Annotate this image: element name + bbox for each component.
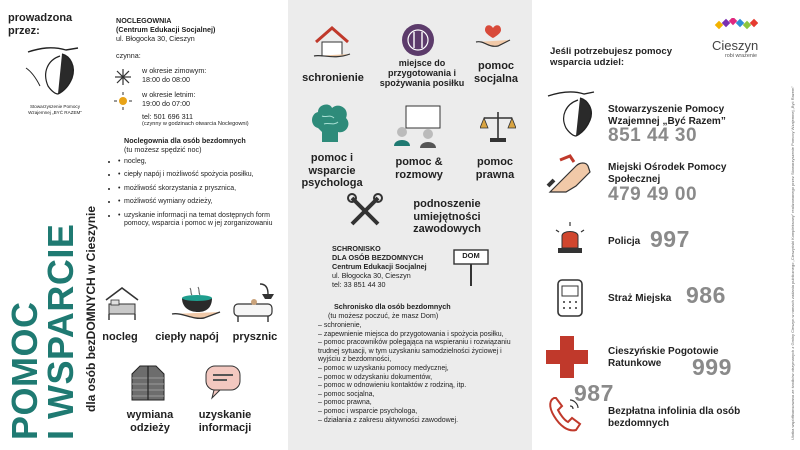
service-item: • • ciepły napój i możliwość spożycia posiłku, — [118, 171, 278, 179]
section-sub: (tu możesz spędzić noc) — [124, 145, 202, 154]
service2-item: – pomoc i wsparcie psychologa, — [318, 408, 524, 417]
city-tagline: robi wrażenie — [725, 53, 758, 59]
logo-square — [750, 19, 758, 27]
logo-square — [715, 21, 723, 29]
cutlery-plate-icon — [400, 22, 436, 58]
handshake-icon — [546, 152, 594, 196]
section2-sub: (tu możesz poczuć, że masz Dom) — [328, 311, 439, 320]
conversation-icon — [392, 104, 442, 148]
service2-item: – działania z zakresu aktywności zawodowej. — [318, 417, 524, 426]
winter-hours: 18:00 do 08:00 — [142, 75, 190, 84]
icon-label-clothes: wymiana odzieży — [126, 409, 174, 434]
brain-icon — [308, 98, 352, 146]
contact-number-1: 851 44 30 — [608, 125, 698, 146]
logo-square — [729, 18, 737, 25]
icon-label-shelter: schronienie — [302, 72, 364, 84]
shelter2-org: Centrum Edukacji Socjalnej — [332, 262, 427, 271]
shelter2-name: SCHRONISKO — [332, 244, 381, 253]
sun-icon — [114, 92, 132, 110]
shield-icon — [554, 278, 586, 318]
service2-item: – pomoc w odzyskaniu dokumentów, — [318, 374, 524, 383]
contact-name-1: Stowarzyszenie Pomocy Wzajemnej „Być Razem” — [608, 104, 726, 127]
service-item: • • możliwość wymiany odzieży, — [118, 198, 278, 206]
service-item: • • uzyskanie informacji na temat dostępnych form pomocy, wsparcia i pomoc w jej zorganizowaniu — [118, 212, 278, 229]
vertical-title-2: I WSPARCIE — [40, 223, 81, 440]
winter-label: w okresie zimowym: — [142, 66, 207, 75]
summer-label: w okresie letnim: — [142, 90, 196, 99]
logo-square — [743, 21, 751, 29]
contact-name-6: Bezpłatna infolinia dla osób bezdomnych — [608, 406, 741, 429]
jacket-icon — [128, 362, 168, 404]
city-logo-text: Cieszyn — [712, 38, 759, 53]
logo-square — [722, 19, 730, 27]
shelter2-tel: tel: 33 851 44 30 — [332, 280, 386, 289]
help-heading: Jeśli potrzebujesz pomocy wsparcia udziel: — [550, 46, 673, 68]
contact-number-3: 997 — [650, 226, 690, 252]
contact-name-5: Cieszyńskie Pogotowie Ratunkowe — [608, 346, 719, 369]
vertical-subtitle: dla osób bezDOMNYCH w Cieszynie — [84, 205, 98, 412]
section2-heading: Schronisko dla osób bezdomnych — [334, 302, 451, 311]
medical-cross-icon — [544, 334, 590, 380]
service2-item: – pomoc socjalna, — [318, 391, 524, 400]
icon-label-psych: pomoc i wsparcie psychologa — [301, 152, 363, 189]
run-by-label: prowadzona przez: — [8, 12, 73, 37]
scales-icon — [480, 108, 516, 144]
dom-sign-text: DOM — [462, 251, 480, 260]
right-panel — [532, 0, 800, 450]
icon-label-meal: miejsce do przygotowania i spożywania posiłku — [379, 58, 465, 88]
shelter-org: (Centrum Edukacji Socjalnej) — [116, 25, 216, 34]
contact-number-6: 987 — [574, 380, 614, 406]
contact-name-4: Straż Miejska — [608, 293, 672, 304]
caring-hands-icon — [474, 20, 512, 52]
siren-icon — [554, 222, 586, 256]
shelter2-address: ul. Błogocka 30, Cieszyn — [332, 271, 411, 280]
org-logo-caption: Stowarzyszenie Pomocy Wzajemnej „BYĆ RAZEM” — [28, 104, 82, 115]
shelter-name: NOCLEGOWNIA — [116, 16, 172, 25]
service2-item: – pomoc prawna, — [318, 399, 524, 408]
service-item: • • nocleg, — [118, 158, 278, 166]
shelter2-for: DLA OSÓB BEZDOMNYCH — [332, 253, 424, 262]
shelter-info — [116, 16, 282, 60]
house-icon — [310, 20, 354, 64]
icon-label-shower: prysznic — [232, 331, 278, 343]
service2-item: – pomoc w odnowieniu kontaktów z rodziną, itp. — [318, 382, 524, 391]
icon-label-drink: ciepły napój — [155, 331, 219, 343]
org-logo — [22, 42, 84, 100]
shelter2-info — [332, 244, 452, 289]
shower-icon — [230, 280, 276, 326]
shelter-tel: tel: 501 696 311 — [142, 112, 194, 121]
org-logo-icon — [22, 42, 84, 100]
services-list — [118, 158, 278, 233]
service2-item: – pomoc w uzyskaniu pomocy medycznej, — [318, 365, 524, 374]
contact-name-3: Policja — [608, 236, 641, 247]
service2-item: – pomoc pracowników polegająca na wspieraniu i rozwiązaniu trudnej sytuacji, w tym uzyskaniu samodzielności życiowej i wyjściu z bezdomności, — [318, 339, 524, 365]
summer-hours: 19:00 do 07:00 — [142, 99, 190, 108]
shelter-tel-note: (czynny w godzinach otwarcia Noclegowni) — [142, 121, 249, 127]
service2-item: – schronienie, — [318, 322, 524, 331]
open-label: czynna: — [116, 51, 141, 60]
icon-label-info: uzyskanie informacji — [198, 409, 252, 434]
tools-icon — [346, 192, 384, 230]
contact-number-2: 479 49 00 — [608, 184, 698, 205]
icon-label-skills: podnoszenie umiejętności zawodowych — [413, 198, 481, 235]
left-panel — [0, 0, 288, 450]
side-note: Ulotka współfinansowana ze środków otrzymanych z Gminy Cieszyn w ramach zadania publicznego „Cieszyński Kompleksowy” realizowanego przez Stowarzyszenie Pomocy Wzajemnej „Być Razem” — [790, 86, 795, 440]
shelter-address: ul. Błogocka 30, Cieszyn — [116, 34, 195, 43]
service2-item: – zapewnienie miejsca do przygotowania i spożycia posiłku, — [318, 331, 524, 340]
contact-name-2: Miejski Ośrodek Pomocy Społecznej — [608, 162, 727, 185]
city-logo-mark — [714, 18, 758, 38]
services-list-2 — [318, 322, 524, 425]
contact-number-4: 986 — [686, 282, 726, 308]
icon-label-nocleg: nocleg — [102, 331, 138, 343]
vertical-title-1: POMOC — [4, 301, 45, 440]
middle-panel — [288, 0, 532, 450]
bed-icon — [100, 282, 144, 326]
contact-number-5: 999 — [692, 354, 732, 380]
logo-square — [736, 19, 744, 27]
section-heading: Noclegownia dla osób bezdomnych — [124, 136, 246, 145]
icon-label-social: pomoc socjalna — [473, 60, 519, 85]
hot-drink-icon — [168, 282, 224, 326]
snowflake-icon — [114, 68, 132, 86]
icon-label-talk: pomoc & rozmowy — [395, 156, 443, 181]
chat-icon — [204, 364, 242, 402]
service-item: • • możliwość skorzystania z prysznica, — [118, 185, 278, 193]
org-logo-small-icon — [544, 88, 598, 138]
icon-label-legal: pomoc prawna — [475, 156, 515, 181]
